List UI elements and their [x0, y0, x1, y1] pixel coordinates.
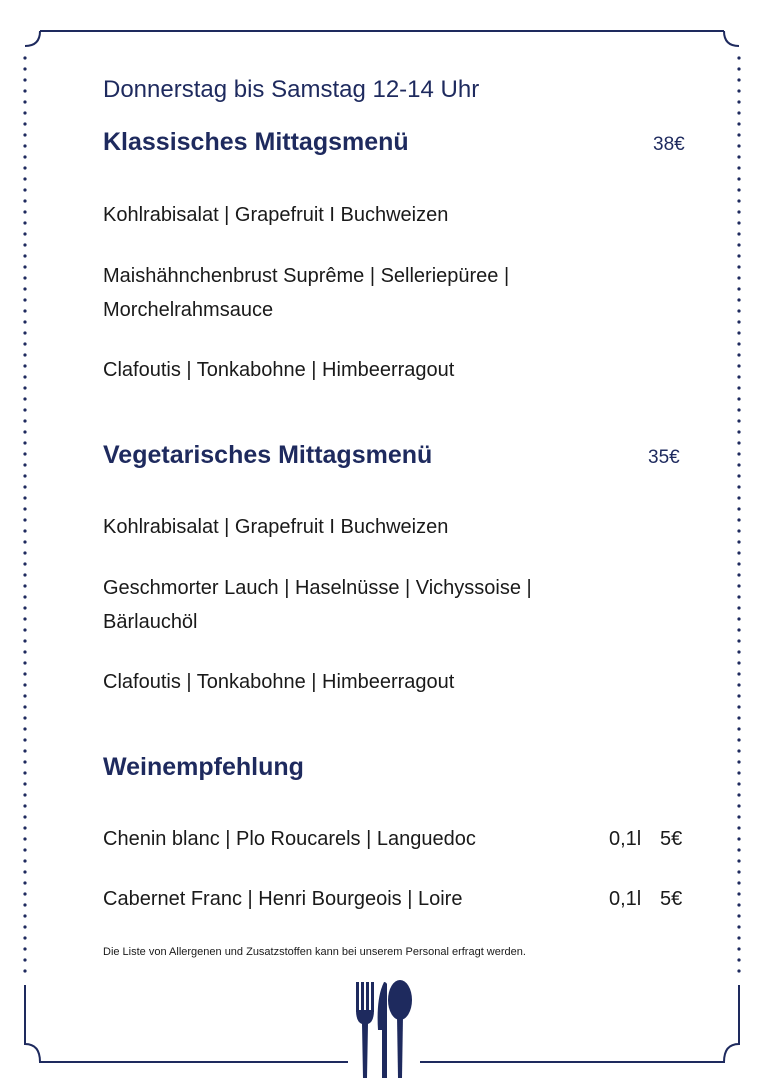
cutlery-icon — [350, 978, 416, 1080]
course-dessert: Clafoutis | Tonkabohne | Himbeerragout — [103, 359, 455, 381]
menu-price-vegetarian: 35€ — [648, 447, 680, 468]
wine-item-volume: 0,1l — [609, 828, 642, 850]
course-starter: Kohlrabisalat | Grapefruit I Buchweizen — [103, 516, 449, 538]
wine-item-volume: 0,1l — [609, 888, 642, 910]
wine-item-price: 5€ — [660, 828, 683, 850]
menu-title-classic: Klassisches Mittagsmenü — [103, 128, 409, 156]
course-main: Geschmorter Lauch | Haselnüsse | Vichyssoise | Bärlauchöl — [103, 577, 532, 633]
wine-item-price: 5€ — [660, 888, 683, 910]
menu-price-classic: 38€ — [653, 134, 685, 155]
course-dessert: Clafoutis | Tonkabohne | Himbeerragout — [103, 671, 455, 693]
course-starter: Kohlrabisalat | Grapefruit I Buchweizen — [103, 204, 449, 226]
wine-section-title: Weinempfehlung — [103, 753, 304, 781]
wine-item-name: Cabernet Franc | Henri Bourgeois | Loire — [103, 888, 463, 910]
menu-title-vegetarian: Vegetarisches Mittagsmenü — [103, 441, 433, 469]
course-main: Maishähnchenbrust Suprême | Selleriepüree | Morchelrahmsauce — [103, 265, 510, 321]
service-hours: Donnerstag bis Samstag 12-14 Uhr — [103, 76, 480, 103]
wine-item-name: Chenin blanc | Plo Roucarels | Languedoc — [103, 828, 476, 850]
allergen-note: Die Liste von Allergenen und Zusatzstoffen kann bei unserem Personal erfragt werden. — [103, 946, 526, 958]
